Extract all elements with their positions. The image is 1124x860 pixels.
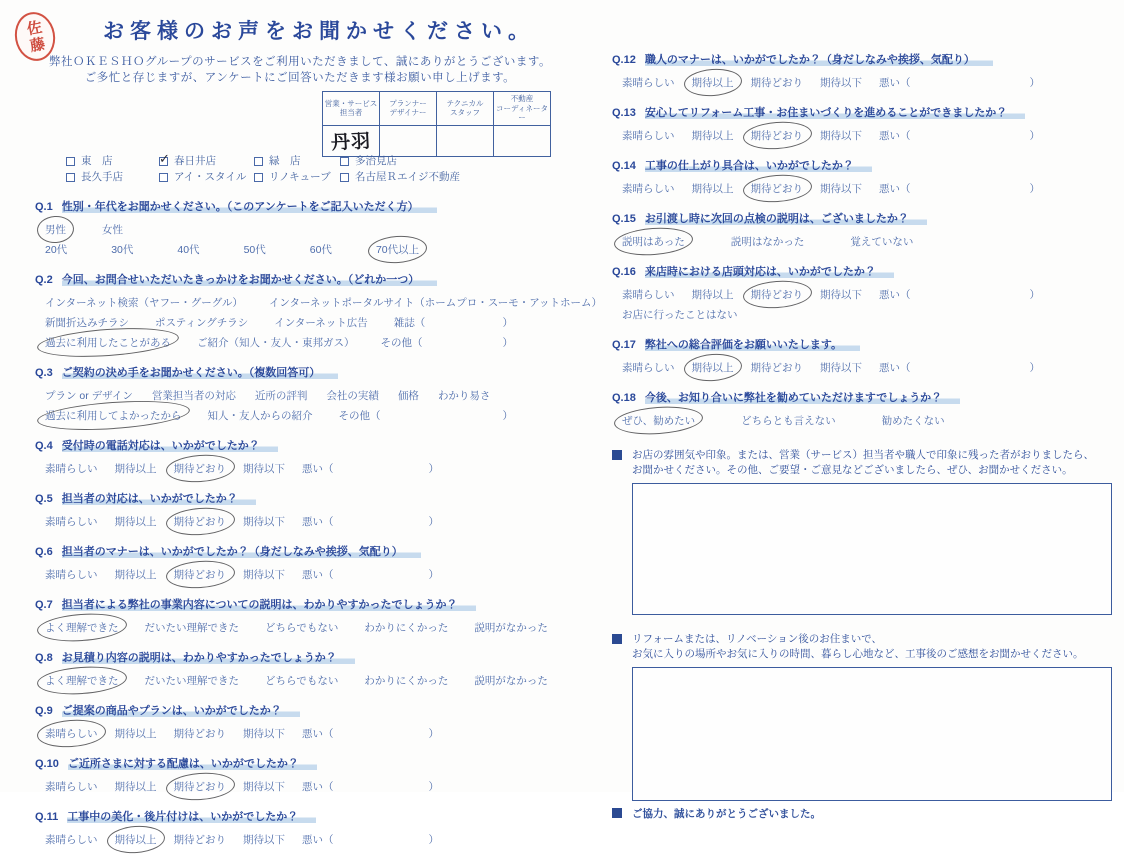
question-12 xyxy=(612,50,1112,93)
option[interactable]: 期待以上 xyxy=(114,728,157,740)
options-row xyxy=(35,293,602,313)
thanks-text: ご協力、誠にありがとうございました。 xyxy=(632,808,821,820)
comment-section-2 xyxy=(612,632,1112,801)
option[interactable]: インターネット検索（ヤフー・グーグル） xyxy=(45,297,243,309)
option[interactable]: 期待どおり xyxy=(174,459,227,479)
options-row xyxy=(35,830,439,850)
option[interactable]: 勧めたくない xyxy=(881,415,945,427)
option[interactable]: 期待以上 xyxy=(692,358,734,378)
close-paren: ） xyxy=(428,781,439,793)
option[interactable]: 期待どおり xyxy=(751,285,804,305)
staff-table-header-row xyxy=(323,92,551,126)
option[interactable]: 女性 xyxy=(102,224,123,236)
store-higashi[interactable]: 東 店 xyxy=(66,153,159,169)
option[interactable]: よく理解できた xyxy=(45,618,119,638)
option[interactable]: 悪い（ xyxy=(879,77,911,89)
question-number: Q.9 xyxy=(35,705,53,717)
question-title: 担当者の対応は、いかがでしたか？ xyxy=(62,493,256,505)
question-16 xyxy=(612,262,1112,325)
options-row xyxy=(35,459,439,479)
option[interactable]: 説明がなかった xyxy=(474,675,548,687)
option[interactable]: 期待以下 xyxy=(243,463,285,475)
option[interactable]: インターネット広告 xyxy=(274,317,368,329)
option[interactable]: ポスティングチラシ xyxy=(155,317,249,329)
options-row xyxy=(612,73,1040,93)
option[interactable]: 悪い（ xyxy=(302,728,334,740)
option[interactable]: だいたい理解できた xyxy=(144,622,239,634)
option[interactable]: 期待以下 xyxy=(243,834,285,846)
options-row xyxy=(35,671,565,691)
question-number: Q.1 xyxy=(35,201,53,213)
option[interactable]: 会社の実績 xyxy=(326,390,379,402)
question-14 xyxy=(612,156,1112,199)
staff-col-planner: プランナー デザイナー xyxy=(380,92,437,126)
close-paren: ） xyxy=(428,569,439,581)
close-paren: ） xyxy=(1029,289,1040,301)
store-row-2 xyxy=(66,169,460,185)
question-number: Q.2 xyxy=(35,274,53,286)
question-title: ご提案の商品やプランは、いかがでしたか？ xyxy=(62,705,300,717)
option[interactable]: 期待以下 xyxy=(820,289,862,301)
option[interactable]: 期待以下 xyxy=(243,516,285,528)
option[interactable]: どちらでもない xyxy=(265,622,339,634)
comment-box-2[interactable] xyxy=(632,667,1112,801)
option[interactable]: どちらでもない xyxy=(265,675,339,687)
checkbox-icon[interactable] xyxy=(66,173,75,182)
option[interactable]: インターネットポータルサイト（ホームプロ・スーモ・アットホーム） xyxy=(268,297,602,309)
options-row xyxy=(612,358,1040,378)
option[interactable]: 悪い（ xyxy=(302,834,334,846)
option[interactable]: 男性 xyxy=(45,220,66,240)
option[interactable]: 営業担当者の対応 xyxy=(151,390,236,402)
options-row xyxy=(35,565,439,585)
close-paren: ） xyxy=(428,728,439,740)
question-number: Q.5 xyxy=(35,493,53,505)
options-row xyxy=(612,126,1040,146)
staff-col-realestate: 不動産 コーディネーター xyxy=(494,92,551,126)
question-3 xyxy=(35,363,565,426)
question-title: ご契約の決め手をお聞かせください。（複数回答可） xyxy=(62,367,339,379)
option[interactable]: 悪い（ xyxy=(879,362,911,374)
page-title: お客様のお声をお聞かせください。 xyxy=(103,20,535,43)
option[interactable]: 期待以上 xyxy=(114,516,157,528)
intro-line-2: ご多忙と存じますが、アンケートにご回答いただきます様お願い申し上げます。 xyxy=(84,72,516,84)
question-17 xyxy=(612,335,1112,378)
question-number: Q.13 xyxy=(612,107,636,119)
question-number: Q.16 xyxy=(612,266,636,278)
options-row xyxy=(35,724,439,744)
question-8 xyxy=(35,648,565,691)
options-row xyxy=(612,179,1040,199)
checkbox-icon[interactable] xyxy=(254,173,263,182)
options-row xyxy=(35,618,565,638)
question-title: 今回、お問合せいただいたきっかけをお聞かせください。（どれか一つ） xyxy=(62,274,438,286)
question-number: Q.11 xyxy=(35,811,59,823)
option[interactable]: 過去に利用したことがある xyxy=(45,333,171,353)
checkbox-icon[interactable] xyxy=(254,157,263,166)
question-title: 担当者による弊社の事業内容についての説明は、わかりやすかったでしょうか？ xyxy=(62,599,476,611)
store-kasugai[interactable]: ✓ 春日井店 xyxy=(159,153,254,169)
staff-col-technical: テクニカル スタッフ xyxy=(437,92,494,126)
option[interactable]: 期待どおり xyxy=(173,728,226,740)
options-row xyxy=(612,305,1112,325)
options-row xyxy=(35,512,439,532)
option[interactable]: 悪い（ xyxy=(879,183,911,195)
question-number: Q.15 xyxy=(612,213,636,225)
option[interactable]: 期待どおり xyxy=(174,565,227,585)
comment-2-label-line-2: お気に入りの場所やお気に入りの時間、暮らし心地など、工事後のご感想をお聞かせください。 xyxy=(632,648,1084,660)
close-paren: ） xyxy=(502,337,513,349)
comment-1-label-line-1: お店の雰囲気や印象。または、営業（サービス）担当者や職人で印象に残った者がおりましたら、 xyxy=(632,449,1094,461)
close-paren: ） xyxy=(428,463,439,475)
option[interactable]: どちらとも言えない xyxy=(741,415,836,427)
question-7 xyxy=(35,595,565,638)
options-row xyxy=(35,406,513,426)
option[interactable]: 期待以上 xyxy=(691,183,734,195)
option[interactable]: お店に行ったことはない xyxy=(622,309,738,321)
question-5 xyxy=(35,489,565,532)
option[interactable]: その他（ xyxy=(338,410,381,422)
question-title: お見積り内容の説明は、わかりやすかったでしょうか？ xyxy=(62,652,355,664)
option[interactable]: 期待どおり xyxy=(173,834,226,846)
questions-left-column xyxy=(35,197,602,860)
option[interactable]: 期待どおり xyxy=(174,512,227,532)
question-11 xyxy=(35,807,565,850)
close-paren: ） xyxy=(428,834,439,846)
option[interactable]: わかりにくかった xyxy=(364,622,449,634)
staff-name-cell-planner[interactable] xyxy=(380,125,437,156)
option[interactable]: 素晴らしい xyxy=(45,724,98,744)
option[interactable]: わかり易さ xyxy=(437,390,491,402)
question-number: Q.14 xyxy=(612,160,636,172)
option[interactable]: 期待以下 xyxy=(820,130,862,142)
options-row xyxy=(35,777,439,797)
comment-box-1[interactable] xyxy=(632,483,1112,615)
store-midori[interactable]: 緑 店 xyxy=(254,153,340,169)
checkbox-icon[interactable] xyxy=(66,157,75,166)
comment-2-label-line-1: リフォームまたは、リノベーション後のお住まいで、 xyxy=(632,633,883,645)
option[interactable]: 説明はなかった xyxy=(730,236,805,248)
option[interactable]: よく理解できた xyxy=(45,671,119,691)
store-renocube[interactable]: リノキューブ xyxy=(254,169,340,185)
close-paren: ） xyxy=(1029,77,1040,89)
option[interactable]: 素晴らしい xyxy=(622,362,675,374)
square-bullet-icon xyxy=(612,634,622,644)
comment-1-label-line-2: お聞かせください。その他、ご要望・ご意見などございましたら、ぜひ、お聞かせください。 xyxy=(632,464,1073,476)
option[interactable]: 期待以下 xyxy=(820,77,862,89)
option[interactable]: 期待以下 xyxy=(243,781,285,793)
question-number: Q.10 xyxy=(35,758,59,770)
question-title: 工事中の美化・後片付けは、いかがでしたか？ xyxy=(67,811,316,823)
question-title: 弊社への総合評価をお願いいたします。 xyxy=(645,339,860,351)
question-title: 性別・年代をお聞かせください。（このアンケートをご記入いただく方） xyxy=(62,201,437,213)
close-paren: ） xyxy=(502,317,513,329)
staff-col-sales: 営業・サービス 担当者 xyxy=(323,92,380,126)
intro-line-1: 弊社ＯＫＥＳＨＯグループのサービスをご利用いただきまして、誠にありがとうございます。 xyxy=(49,56,551,68)
option[interactable]: 素晴らしい xyxy=(45,834,98,846)
options-row xyxy=(612,232,1112,252)
option[interactable]: 期待以上 xyxy=(691,289,734,301)
option[interactable]: 70代以上 xyxy=(376,240,419,260)
question-number: Q.17 xyxy=(612,339,636,351)
option[interactable]: 20代 xyxy=(45,244,68,256)
option[interactable]: 30代 xyxy=(111,244,134,256)
option[interactable]: 過去に利用してよかったから xyxy=(45,406,182,426)
close-paren: ） xyxy=(1029,362,1040,374)
question-title: 来店時における店頭対応は、いかがでしたか？ xyxy=(645,266,894,278)
store-row-1 xyxy=(66,153,460,169)
option[interactable]: ご紹介（知人・友人・東邦ガス） xyxy=(197,337,355,349)
question-number: Q.12 xyxy=(612,54,636,66)
question-number: Q.4 xyxy=(35,440,53,452)
question-1 xyxy=(35,197,565,260)
store-aistyle[interactable]: アイ・スタイル xyxy=(159,169,254,185)
option[interactable]: 期待以上 xyxy=(114,569,157,581)
store-nagoya-rage[interactable]: 名古屋Ｒエイジ不動産 xyxy=(340,169,460,185)
question-title: 安心してリフォーム工事・お住まいづくりを進めることができましたか？ xyxy=(645,107,1025,119)
options-row xyxy=(35,240,565,260)
question-13 xyxy=(612,103,1112,146)
option[interactable]: ぜひ、勧めたい xyxy=(622,411,695,431)
questions-right-column xyxy=(612,50,1112,821)
checkbox-icon[interactable] xyxy=(340,173,349,182)
option[interactable]: だいたい理解できた xyxy=(144,675,239,687)
option[interactable]: 悪い（ xyxy=(302,569,334,581)
question-10 xyxy=(35,754,565,797)
option[interactable]: 40代 xyxy=(177,244,200,256)
option[interactable]: 期待どおり xyxy=(750,77,803,89)
question-number: Q.8 xyxy=(35,652,53,664)
option[interactable]: 悪い（ xyxy=(302,781,334,793)
question-number: Q.3 xyxy=(35,367,53,379)
question-title: お引渡し時に次回の点検の説明は、ございましたか？ xyxy=(645,213,927,225)
checkbox-checked-icon[interactable] xyxy=(159,157,168,166)
option[interactable]: 60代 xyxy=(309,244,332,256)
comment-section-1 xyxy=(612,448,1112,615)
option[interactable]: 期待以上 xyxy=(115,830,157,850)
option[interactable]: 期待以上 xyxy=(691,130,734,142)
store-tajimi[interactable]: 多治見店 xyxy=(340,153,397,169)
question-number: Q.18 xyxy=(612,392,636,404)
option[interactable]: その他（ xyxy=(380,337,423,349)
option[interactable]: 説明はあった xyxy=(622,232,685,252)
question-title: 受付時の電話対応は、いかがでしたか？ xyxy=(62,440,278,452)
option[interactable]: 素晴らしい xyxy=(622,130,675,142)
handwritten-staff-name: 丹羽 xyxy=(330,130,372,155)
option[interactable]: わかりにくかった xyxy=(364,675,449,687)
option[interactable]: 期待以下 xyxy=(820,362,862,374)
option[interactable]: 期待どおり xyxy=(750,362,803,374)
question-6 xyxy=(35,542,565,585)
intro-text xyxy=(38,54,562,86)
close-paren: ） xyxy=(1029,130,1040,142)
store-checkbox-group xyxy=(66,153,460,185)
checkbox-icon[interactable] xyxy=(340,157,349,166)
option[interactable]: 悪い（ xyxy=(879,130,911,142)
staff-table-value-row xyxy=(323,125,551,156)
question-title: ご近所さまに対する配慮は、いかがでしたか？ xyxy=(68,758,317,770)
store-nagakute[interactable]: 長久手店 xyxy=(66,169,159,185)
option[interactable]: 価格 xyxy=(397,390,419,402)
option[interactable]: 素晴らしい xyxy=(622,183,675,195)
question-4 xyxy=(35,436,565,479)
option[interactable]: 雑誌（ xyxy=(393,317,426,329)
options-row xyxy=(35,220,565,240)
option[interactable]: 素晴らしい xyxy=(45,781,98,793)
staff-table xyxy=(322,91,551,157)
option[interactable]: 悪い（ xyxy=(879,289,911,301)
option[interactable]: 悪い（ xyxy=(302,463,334,475)
option[interactable]: 素晴らしい xyxy=(622,289,675,301)
option[interactable]: 期待以下 xyxy=(243,728,285,740)
option[interactable]: 期待どおり xyxy=(751,126,804,146)
question-title: 今後、お知り合いに弊社を勧めていただけますでしょうか？ xyxy=(645,392,960,404)
option[interactable]: 覚えていない xyxy=(850,236,914,248)
staff-name-cell-sales[interactable] xyxy=(323,125,380,156)
hanko-stamp-name: 佐藤 xyxy=(23,18,47,55)
close-paren: ） xyxy=(502,410,513,422)
option[interactable]: 期待以下 xyxy=(243,569,285,581)
option[interactable]: 素晴らしい xyxy=(622,77,675,89)
option[interactable]: 知人・友人からの紹介 xyxy=(207,410,313,422)
options-row xyxy=(612,411,1112,431)
option[interactable]: 期待以上 xyxy=(114,463,157,475)
staff-name-cell-technical[interactable] xyxy=(437,125,494,156)
close-paren: ） xyxy=(428,516,439,528)
question-title: 担当者のマナーは、いかがでしたか？（身だしなみや挨拶、気配り） xyxy=(62,546,421,558)
option[interactable]: 近所の評判 xyxy=(254,390,308,402)
close-paren: ） xyxy=(1029,183,1040,195)
option[interactable]: 50代 xyxy=(243,244,266,256)
question-number: Q.6 xyxy=(35,546,53,558)
option[interactable]: 期待以上 xyxy=(692,73,734,93)
option[interactable]: 素晴らしい xyxy=(45,569,98,581)
question-title: 職人のマナーは、いかがでしたか？（身だしなみや挨拶、気配り） xyxy=(645,54,993,66)
square-bullet-icon xyxy=(612,450,622,460)
option[interactable]: 新聞折込みチラシ xyxy=(45,317,129,329)
option[interactable]: 説明がなかった xyxy=(474,622,548,634)
option[interactable]: 素晴らしい xyxy=(45,463,98,475)
options-row xyxy=(35,333,513,353)
question-15 xyxy=(612,209,1112,252)
question-number: Q.7 xyxy=(35,599,53,611)
thanks-footer xyxy=(612,806,1112,821)
option[interactable]: 悪い（ xyxy=(302,516,334,528)
checkbox-icon[interactable] xyxy=(159,173,168,182)
option[interactable]: 素晴らしい xyxy=(45,516,98,528)
staff-name-cell-realestate[interactable] xyxy=(494,125,551,156)
question-18 xyxy=(612,388,1112,431)
option[interactable]: 期待どおり xyxy=(751,179,804,199)
option[interactable]: 期待以下 xyxy=(820,183,862,195)
question-9 xyxy=(35,701,565,744)
options-row xyxy=(612,285,1040,305)
square-bullet-icon xyxy=(612,808,622,818)
option[interactable]: 期待以上 xyxy=(114,781,157,793)
option[interactable]: プラン or デザイン xyxy=(45,390,133,402)
question-2 xyxy=(35,270,602,353)
question-title: 工事の仕上がり具合は、いかがでしたか？ xyxy=(645,160,872,172)
option[interactable]: 期待どおり xyxy=(174,777,227,797)
